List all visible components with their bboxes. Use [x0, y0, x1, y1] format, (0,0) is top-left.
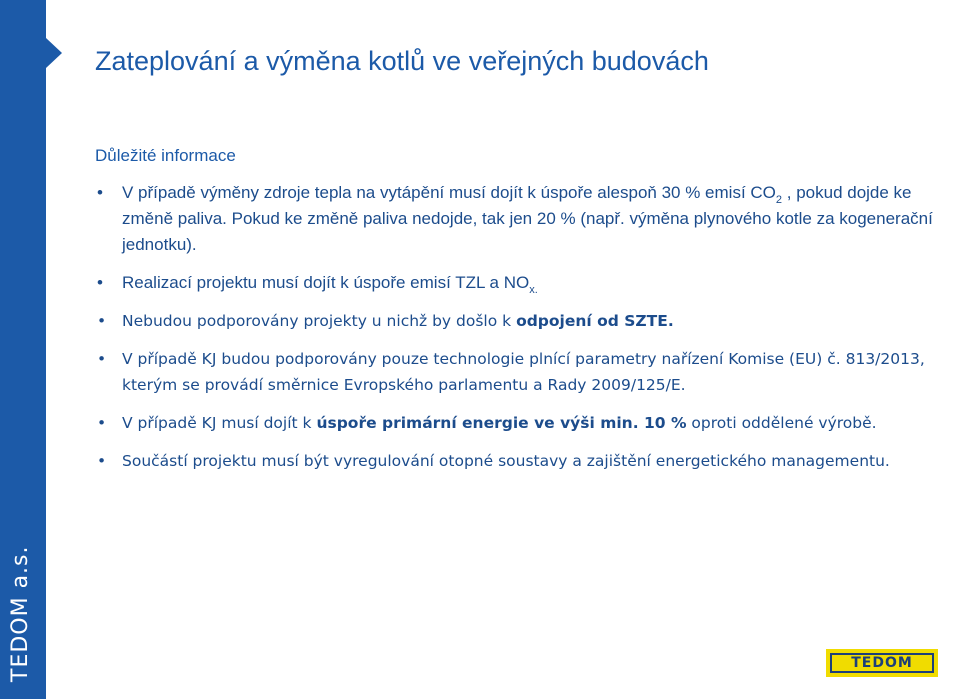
subscript: x.: [529, 284, 538, 296]
list-item: [95, 346, 957, 398]
bullet-text: Součástí projektu musí být vyregulování otopné soustavy a zajištění energetického managementu.: [122, 452, 890, 470]
sidebar-brand-text: TEDOM a.s.: [8, 545, 33, 682]
bullet-text: Nebudou podporovány projekty u nichž by došlo k: [122, 312, 517, 330]
bullet-bold-text: úspoře primární energie ve výši min. 10 %: [316, 414, 687, 432]
page-title: Zateplování a výměna kotlů ve veřejných budovách: [95, 46, 709, 76]
sidebar-band: [0, 0, 46, 699]
subscript: 2: [775, 194, 783, 206]
bullet-bold-text: odpojení od SZTE.: [516, 312, 674, 330]
bullet-text: oproti oddělené výrobě.: [686, 414, 877, 432]
list-item: [95, 270, 957, 296]
section-subtitle: Důležité informace: [95, 146, 236, 165]
list-item: [95, 448, 957, 474]
bullet-text: V případě výměny zdroje tepla na vytápění musí dojít k úspoře alespoň 30 % emisí CO: [122, 183, 776, 202]
list-item: [95, 308, 957, 334]
list-item: [95, 180, 957, 258]
logo-frame: [830, 653, 934, 673]
tedom-logo: [826, 649, 938, 677]
bullet-list: [95, 180, 957, 486]
list-item: [95, 410, 957, 436]
bullet-text: V případě KJ budou podporovány pouze technologie plnící parametry nařízení Komise (EU) č. 813/2013, kterým se provádí směrnice Evropského parlamentu a Rady 2009/125/E.: [122, 350, 925, 394]
bullet-text: , pokud dojde ke změně paliva. Pokud ke změně paliva nedojde, tak jen 20 % (např. výměna plynového kotle za kogenerační jednotku).: [122, 183, 933, 254]
sidebar-arrow: [46, 38, 62, 68]
bullet-text: V případě KJ musí dojít k: [122, 414, 317, 432]
bullet-text: Realizací projektu musí dojít k úspoře emisí TZL a NO: [122, 273, 530, 292]
logo-text: TEDOM: [851, 655, 913, 671]
